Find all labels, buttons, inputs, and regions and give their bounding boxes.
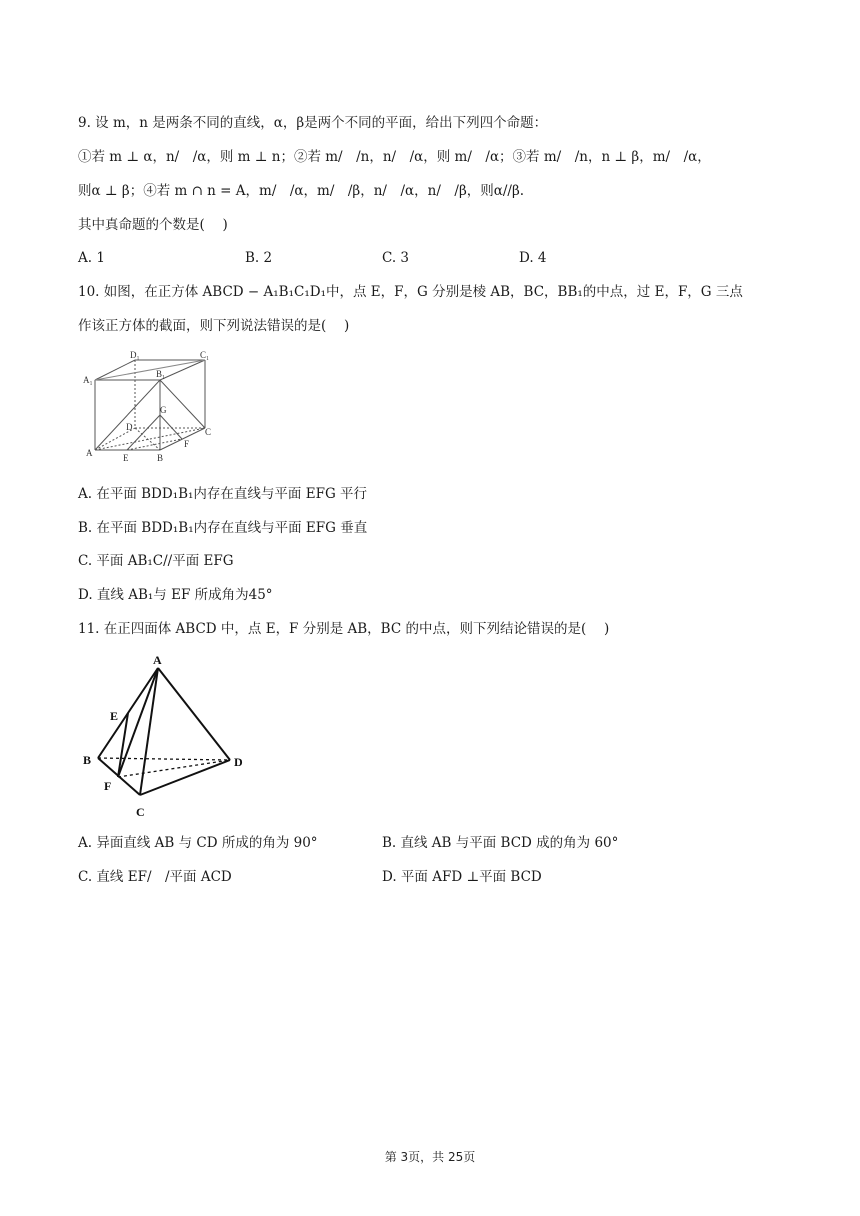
q10-label-d: D [126, 422, 133, 432]
q9-stem-line-3: 则α ⊥ β；④若 m ∩ n = A，m/ /α，m/ /β，n/ /α，n/ /β，则α//β. [78, 183, 525, 199]
q11-option-b: B. 直线 AB 与平面 BCD 成的角为 60° [382, 835, 619, 851]
q10-cube-figure [80, 350, 220, 465]
q10-option-a: A. 在平面 BDD₁B₁内存在直线与平面 EFG 平行 [78, 486, 368, 502]
q10-stem-line-1: 10. 如图，在正方体 ABCD − A₁B₁C₁D₁中，点 E，F，G 分别是棱 AB，BC，BB₁的中点，过 E，F，G 三点 [78, 284, 743, 300]
page-footer: 第 3页，共 25页 [384, 1150, 476, 1164]
q11-tetrahedron-figure [80, 650, 250, 820]
q11-label-a: A [153, 653, 162, 667]
q9-stem-line-4: 其中真命题的个数是( ) [78, 217, 228, 233]
q10-option-d: D. 直线 AB₁与 EF 所成角为45° [78, 587, 273, 603]
q10-label-f: F [184, 439, 190, 449]
q10-label-c: C [205, 427, 212, 437]
q11-option-d: D. 平面 AFD ⊥平面 BCD [382, 869, 542, 885]
q11-label-c: C [136, 805, 145, 819]
q11-label-e: E [110, 709, 119, 723]
q9-stem-line-2: ①若 m ⊥ α，n/ /α，则 m ⊥ n；②若 m/ /n，n/ /α，则 m/ /α；③若 m/ /n，n ⊥ β，m/ /α， [78, 149, 711, 165]
q11-label-d: D [234, 755, 243, 769]
q10-option-c: C. 平面 AB₁C//平面 EFG [78, 553, 234, 569]
q10-label-a1: A₁ [83, 375, 93, 385]
q10-label-b1: B₁ [156, 369, 166, 379]
q11-label-f: F [104, 779, 112, 793]
q11-option-c: C. 直线 EF/ /平面 ACD [78, 869, 232, 885]
q9-option-b: B. 2 [245, 250, 273, 266]
q11-option-a: A. 异面直线 AB 与 CD 所成的角为 90° [78, 835, 318, 851]
q11-label-b: B [83, 753, 92, 767]
q10-stem-line-2: 作该正方体的截面，则下列说法错误的是( ) [78, 318, 350, 334]
q10-label-a: A [86, 448, 93, 458]
q11-stem-line-1: 11. 在正四面体 ABCD 中，点 E，F 分别是 AB，BC 的中点，则下列结论错误的是( ) [78, 621, 610, 637]
q10-label-b: B [157, 453, 164, 463]
q10-label-g: G [160, 405, 167, 415]
q10-label-e: E [123, 453, 129, 463]
q10-label-c1: C₁ [200, 350, 210, 360]
q9-stem-line-1: 9. 设 m，n 是两条不同的直线，α，β是两个不同的平面，给出下列四个命题： [78, 115, 548, 131]
q9-option-c: C. 3 [382, 250, 410, 266]
q10-option-b: B. 在平面 BDD₁B₁内存在直线与平面 EFG 垂直 [78, 520, 368, 536]
q9-option-d: D. 4 [519, 250, 547, 266]
q10-label-d1: D₁ [130, 350, 140, 360]
q9-option-a: A. 1 [78, 250, 105, 266]
